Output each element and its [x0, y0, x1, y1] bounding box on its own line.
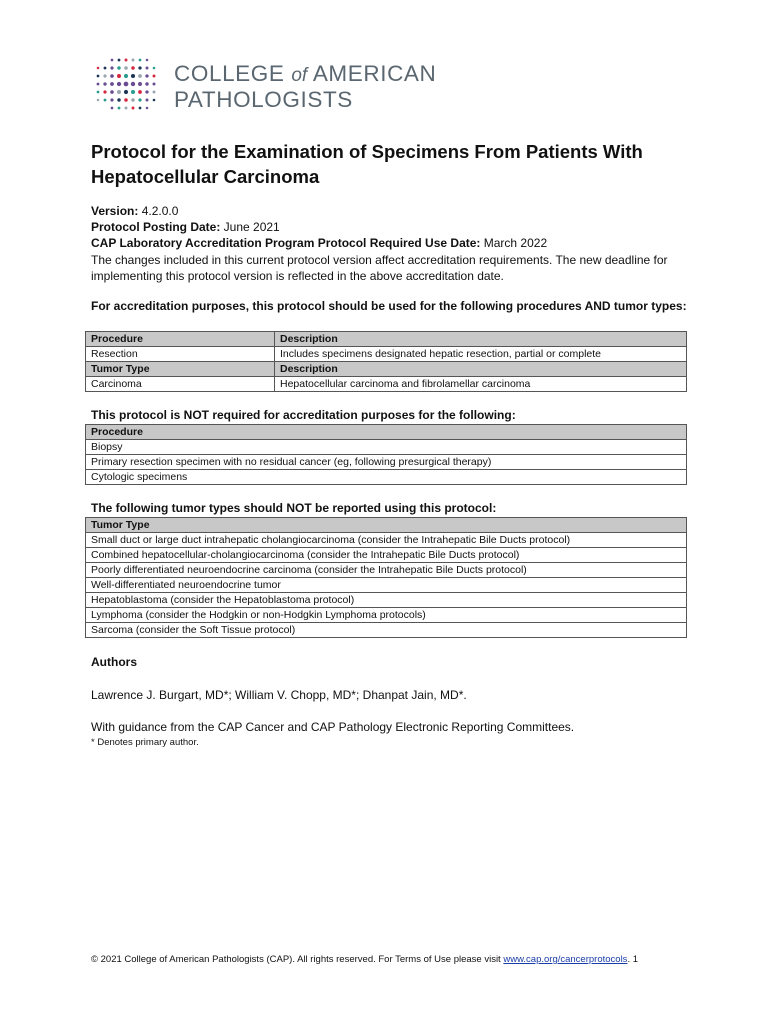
logo-dot: [110, 90, 114, 94]
logo-dot: [110, 98, 113, 101]
logo-wordmark: COLLEGE of AMERICAN PATHOLOGISTS: [174, 61, 437, 112]
logo-dot: [138, 66, 141, 69]
description-header: Description: [275, 332, 687, 347]
table-row: [86, 563, 687, 578]
logo-dot: [97, 83, 100, 86]
table-cell: Cytologic specimens: [86, 470, 687, 485]
logo-dot: [103, 90, 106, 93]
logo-dot: [153, 75, 156, 78]
logo-dot: [153, 67, 156, 70]
page-footer: [91, 954, 691, 965]
logo-dot: [131, 66, 134, 69]
table-row: [86, 440, 687, 455]
logo-dot: [118, 107, 121, 110]
logo-dot: [153, 83, 156, 86]
tumor-type-header: Tumor Type: [86, 518, 687, 533]
logo-dot: [138, 82, 142, 86]
accreditation-heading: For accreditation purposes, this protocol should be used for the following procedures AND tumor types:: [91, 299, 687, 313]
table-cell: Combined hepatocellular-cholangiocarcinoma (consider the Intrahepatic Bile Ducts protocol): [86, 548, 687, 563]
logo-dot: [132, 107, 135, 110]
logo-dot: [153, 99, 156, 102]
table-row: [86, 470, 687, 485]
accreditation-table: [85, 331, 687, 392]
changes-note: The changes included in this current protocol version affect accreditation requirements. The new deadline for implementing this protocol version is reflected in the above accreditation date.: [91, 252, 668, 283]
logo-dot: [111, 59, 114, 62]
not-reported-heading: The following tumor types should NOT be reported using this protocol:: [91, 501, 497, 515]
table-cell: Sarcoma (consider the Soft Tissue protocol): [86, 623, 687, 638]
table-cell: Well-differentiated neuroendocrine tumor: [86, 578, 687, 593]
table-row: [86, 425, 687, 440]
logo-dot: [117, 66, 120, 69]
table-cell: Poorly differentiated neuroendocrine carcinoma (consider the Intrahepatic Bile Ducts protocol): [86, 563, 687, 578]
logo-dot: [146, 99, 149, 102]
cancer-protocols-link[interactable]: www.cap.org/cancerprotocols: [503, 954, 628, 965]
table-row: [86, 455, 687, 470]
logo-dot: [110, 66, 113, 69]
logo-dot: [131, 90, 135, 94]
logo-dot: [97, 67, 100, 70]
primary-author-footnote: * Denotes primary author.: [91, 737, 199, 748]
authors-list: Lawrence J. Burgart, MD*; William V. Chopp, MD*; Dhanpat Jain, MD*.: [91, 688, 467, 702]
logo-dot: [138, 74, 142, 78]
table-row: [86, 608, 687, 623]
table-cell: Biopsy: [86, 440, 687, 455]
procedure-header: Procedure: [86, 425, 687, 440]
guidance-note: With guidance from the CAP Cancer and CAP Pathology Electronic Reporting Committees.: [91, 720, 575, 734]
logo-dot: [117, 90, 121, 94]
description-header-2: Description: [275, 362, 687, 377]
table-row: [86, 578, 687, 593]
table-row: [86, 347, 687, 362]
table-cell: Lymphoma (consider the Hodgkin or non-Hodgkin Lymphoma protocols): [86, 608, 687, 623]
logo-dot: [132, 59, 135, 62]
logo-dot: [97, 91, 100, 94]
not-reported-table: [85, 517, 687, 638]
logo-dot: [145, 82, 148, 85]
procedure-description-cell: Includes specimens designated hepatic resection, partial or complete: [275, 347, 687, 362]
logo-dot: [117, 98, 120, 101]
table-cell: Primary resection specimen with no residual cancer (eg, following presurgical therapy): [86, 455, 687, 470]
table-row: [86, 533, 687, 548]
table-row: [86, 593, 687, 608]
logo-dot: [124, 74, 128, 78]
logo-dot: [146, 59, 149, 62]
version-line: Version: 4.2.0.0: [91, 204, 179, 218]
logo-dot: [97, 99, 100, 102]
logo-dot: [124, 98, 128, 102]
logo-dot: [110, 74, 114, 78]
required-use-date-line: CAP Laboratory Accreditation Program Protocol Required Use Date: March 2022: [91, 236, 548, 251]
logo-dot: [125, 59, 128, 62]
logo-dot: [97, 75, 100, 78]
logo-dot: [125, 107, 128, 110]
procedure-header: Procedure: [86, 332, 275, 347]
logo-dot: [145, 90, 148, 93]
logo-dot: [124, 90, 128, 94]
table-row: [86, 548, 687, 563]
tumor-type-header: Tumor Type: [86, 362, 275, 377]
logo-dot: [138, 90, 142, 94]
logo-dot: [124, 66, 128, 70]
logo-dot: [124, 82, 129, 87]
procedure-cell: Resection: [86, 347, 275, 362]
table-row: [86, 623, 687, 638]
not-required-table: [85, 424, 687, 485]
logo-dot: [117, 82, 121, 86]
table-cell: Hepatoblastoma (consider the Hepatoblastoma protocol): [86, 593, 687, 608]
logo-dot: [104, 99, 107, 102]
tumor-description-cell: Hepatocellular carcinoma and fibrolamellar carcinoma: [275, 377, 687, 392]
logo-dot: [146, 67, 149, 70]
logo-dots-icon: [94, 56, 160, 112]
logo-dot: [131, 74, 135, 78]
table-row: [86, 377, 687, 392]
logo-dot: [104, 67, 107, 70]
logo-dot: [103, 82, 106, 85]
table-row: [86, 362, 687, 377]
table-row: [86, 332, 687, 347]
logo-dot: [153, 91, 156, 94]
logo-dot: [131, 82, 135, 86]
authors-heading: Authors: [91, 655, 137, 669]
cap-logo: [94, 56, 494, 116]
logo-dot: [139, 59, 142, 62]
table-row: [86, 518, 687, 533]
page-title: Protocol for the Examination of Specimens From Patients With Hepatocellular Carcinoma: [91, 141, 643, 187]
logo-dot: [139, 107, 142, 110]
table-cell: Small duct or large duct intrahepatic cholangiocarcinoma (consider the Intrahepatic Bile Ducts protocol): [86, 533, 687, 548]
logo-dot: [146, 107, 149, 110]
not-required-heading: This protocol is NOT required for accreditation purposes for the following:: [91, 408, 516, 422]
page-number: . 1: [627, 954, 638, 965]
copyright-text: © 2021 College of American Pathologists (CAP). All rights reserved. For Terms of Use please visit: [91, 954, 504, 965]
logo-dot: [118, 59, 121, 62]
logo-dot: [103, 74, 106, 77]
tumor-type-cell: Carcinoma: [86, 377, 275, 392]
posting-date-line: Protocol Posting Date: June 2021: [91, 220, 280, 235]
logo-dot: [110, 82, 114, 86]
protocol-meta: [91, 203, 691, 284]
logo-dot: [138, 98, 141, 101]
logo-dot: [117, 74, 121, 78]
logo-dot: [131, 98, 134, 101]
logo-dot: [145, 74, 148, 77]
logo-dot: [111, 107, 114, 110]
